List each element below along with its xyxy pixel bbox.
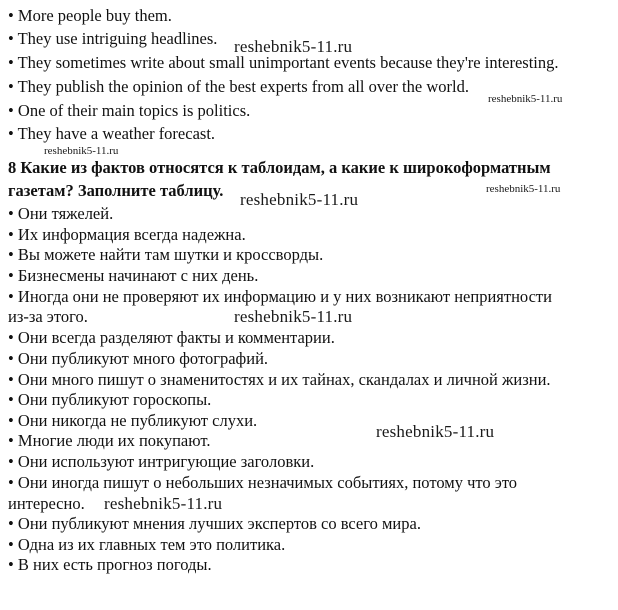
english-item: • They use intriguing headlines.	[8, 29, 218, 48]
russian-item: • В них есть прогноз погоды.	[8, 555, 212, 574]
russian-item: • Они иногда пишут о небольших незначимых событиях, потому что это	[8, 473, 518, 492]
task-heading-line2: газетам? Заполните таблицу.	[8, 181, 224, 200]
russian-item: • Одна из их главных тем это политика.	[8, 535, 286, 554]
english-item: • They publish the opinion of the best experts from all over the world.	[8, 77, 469, 96]
russian-item: • Их информация всегда надежна.	[8, 225, 246, 244]
watermark: reshebnik5-11.ru	[234, 307, 353, 326]
watermark: reshebnik5-11.ru	[488, 93, 563, 105]
watermark: reshebnik5-11.ru	[486, 183, 561, 195]
russian-item: • Вы можете найти там шутки и кроссворды.	[8, 245, 324, 264]
russian-item-continuation: интересно.	[8, 494, 85, 513]
russian-item-continuation: из-за этого.	[8, 307, 88, 326]
watermark: reshebnik5-11.ru	[240, 190, 359, 209]
russian-item: • Они публикуют гороскопы.	[8, 390, 212, 409]
english-item: • They have a weather forecast.	[8, 124, 216, 143]
russian-item: • Они используют интригующие заголовки.	[8, 452, 315, 471]
watermark: reshebnik5-11.ru	[234, 37, 353, 56]
russian-item: • Они публикуют мнения лучших экспертов со всего мира.	[8, 514, 421, 533]
english-item: • More people buy them.	[8, 6, 172, 25]
russian-item: • Они публикуют много фотографий.	[8, 349, 269, 368]
russian-item: • Они всегда разделяют факты и комментарии.	[8, 328, 335, 347]
watermark: reshebnik5-11.ru	[104, 494, 223, 513]
watermark: reshebnik5-11.ru	[44, 145, 119, 157]
english-item: • They sometimes write about small unimportant events because they're interesting.	[8, 53, 559, 72]
russian-item: • Они никогда не публикуют слухи.	[8, 411, 258, 430]
russian-item: • Бизнесмены начинают с них день.	[8, 266, 259, 285]
watermark: reshebnik5-11.ru	[376, 422, 495, 441]
russian-item: • Многие люди их покупают.	[8, 431, 211, 450]
english-item: • One of their main topics is politics.	[8, 101, 251, 120]
task-heading-line1: 8 Какие из фактов относятся к таблоидам, а какие к широкоформатным	[8, 158, 551, 177]
russian-item: • Иногда они не проверяют их информацию и у них возникают неприятности	[8, 287, 552, 306]
russian-item: • Они много пишут о знаменитостях и их тайнах, скандалах и личной жизни.	[8, 370, 551, 389]
russian-item: • Они тяжелей.	[8, 204, 114, 223]
